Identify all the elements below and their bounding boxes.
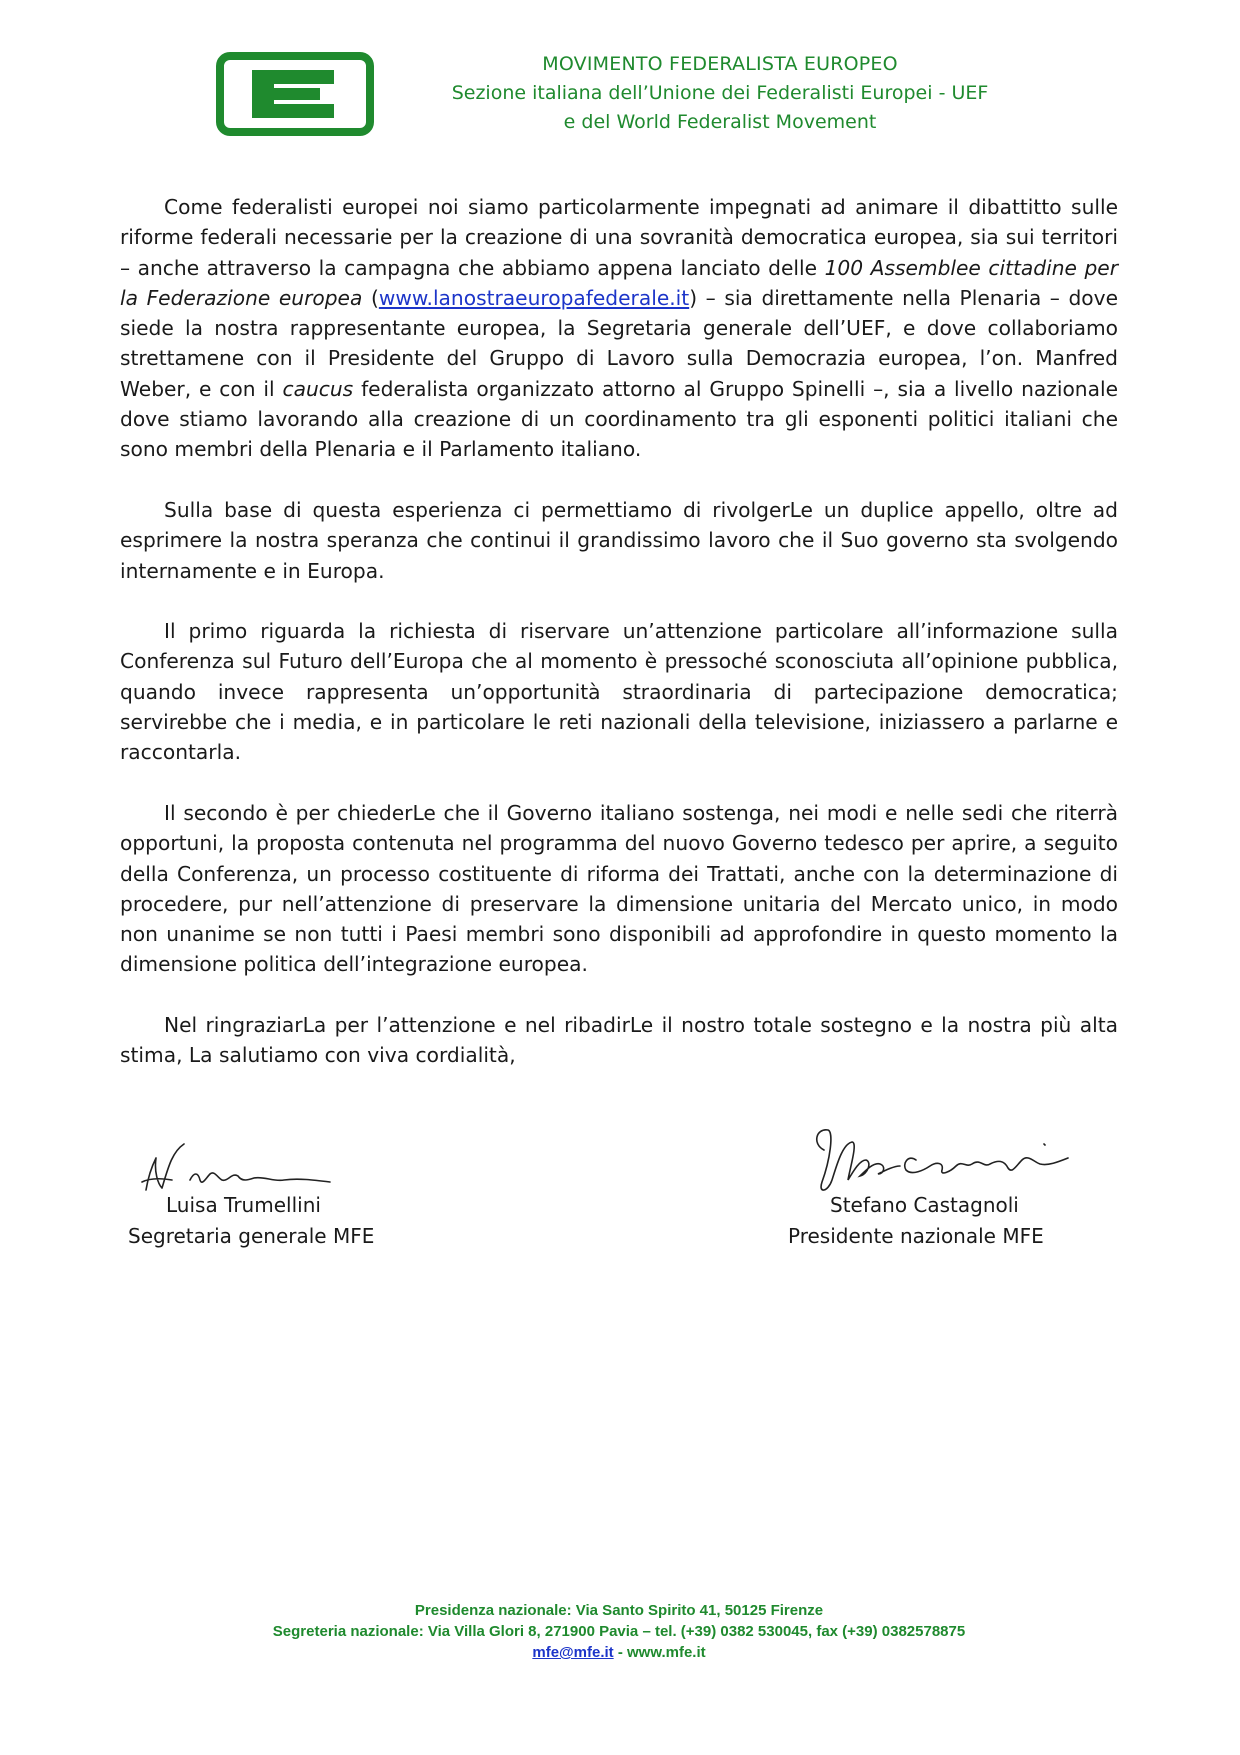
paragraph-5: Nel ringraziarLa per l’attenzione e nel ribadirLe il nostro totale sostegno e la nostra più alta stima, La salutiamo con viva cordialità, — [120, 1013, 1118, 1068]
signatory-role: Presidente nazionale MFE — [788, 1224, 1044, 1248]
org-name: MOVIMENTO FEDERALISTA EUROPEO — [542, 53, 898, 75]
paragraph-3: Il primo riguarda la richiesta di riservare un’attenzione particolare all’informazione sulla Conferenza sul Futuro dell’Europa che al momento è pressoché sconosciuta all’opinione pubblica, quando invece rappresenta un’opportunità straordinaria di partecipazione democratica; servirebbe che i media, e in particolare le reti nazionali della televisione, iniziassero a parlarne e raccontarla. — [120, 619, 1118, 765]
signature-castagnoli-icon — [808, 1120, 1074, 1200]
signature-block-left — [128, 1190, 374, 1252]
paragraph-2: Sulla base di questa esperienza ci permettiamo di rivolgerLe un duplice appello, oltre ad esprimere la nostra speranza che continui il grandissimo lavoro che il Suo governo sta svolgendo internamente e in Europa. — [120, 497, 1118, 583]
paragraph-1: Come federalisti europei noi siamo particolarmente impegnati ad animare il dibattitto sulle riforme federali necessarie per la creazione di una sovranità democratica europea, sia sui territori – anche attraverso la campagna che abbiamo appena lanciato delle 100 Assemblee cittadine per la Federazione europea (www.lanostraeuropafederale.it) – sia direttamente nella Plenaria – dove siede la nostra rappresentante europea, la Segretaria generale dell’UEF, e dove collaboriamo strettamene con il Presidente del Gruppo di Lavoro sulla Democrazia europea, l’on. Manfred Weber, e con il caucus federalista organizzato attorno al Gruppo Spinelli –, sia a livello nazionale dove stiamo lavorando alla creazione di un coordinamento tra gli esponenti politici italiani che sono membri della Plenaria e il Parlamento italiano. — [120, 195, 1119, 462]
signatory-role: Segretaria generale MFE — [128, 1224, 375, 1248]
letter-body — [120, 192, 1118, 1101]
signature-trumellini-icon — [138, 1138, 338, 1198]
org-affiliation: e del World Federalist Movement — [563, 111, 877, 133]
signatory-name: Stefano Castagnoli — [830, 1193, 1019, 1217]
organization-header — [440, 50, 1000, 137]
campaign-link[interactable]: www.lanostraeuropafederale.it — [378, 285, 690, 310]
signatory-name: Luisa Trumellini — [166, 1193, 321, 1217]
mfe-logo-icon — [216, 52, 374, 136]
org-subtitle: Sezione italiana dell’Unione dei Federalisti Europei - UEF — [451, 82, 989, 104]
signature-block-right — [788, 1190, 1044, 1252]
footer-secretariat: Segreteria nazionale: Via Villa Glori 8, 271900 Pavia – tel. (+39) 0382 530045, fax (+39) 0382578875 — [272, 1623, 966, 1640]
paragraph-4: Il secondo è per chiederLe che il Governo italiano sostenga, nei modi e nelle sedi che riterrà opportuni, la proposta contenuta nel programma del nuovo Governo tedesco per aprire, a seguito della Conferenza, un processo costituente di riforma dei Trattati, anche con la determinazione di procedere, pur nell’attenzione di preservare la dimensione unitaria del Mercato unico, in modo non unanime se non tutti i Paesi membri sono disponibili ad approfondire in questo momento la dimensione politica dell’integrazione europea. — [120, 800, 1118, 977]
letter-footer — [120, 1600, 1118, 1663]
footer-presidency: Presidenza nazionale: Via Santo Spirito 41, 50125 Firenze — [414, 1602, 824, 1619]
footer-contacts: mfe@mfe.it - www.mfe.it — [532, 1644, 706, 1661]
website-link[interactable]: www.mfe.it — [627, 1644, 706, 1661]
email-link[interactable]: mfe@mfe.it — [532, 1644, 614, 1661]
